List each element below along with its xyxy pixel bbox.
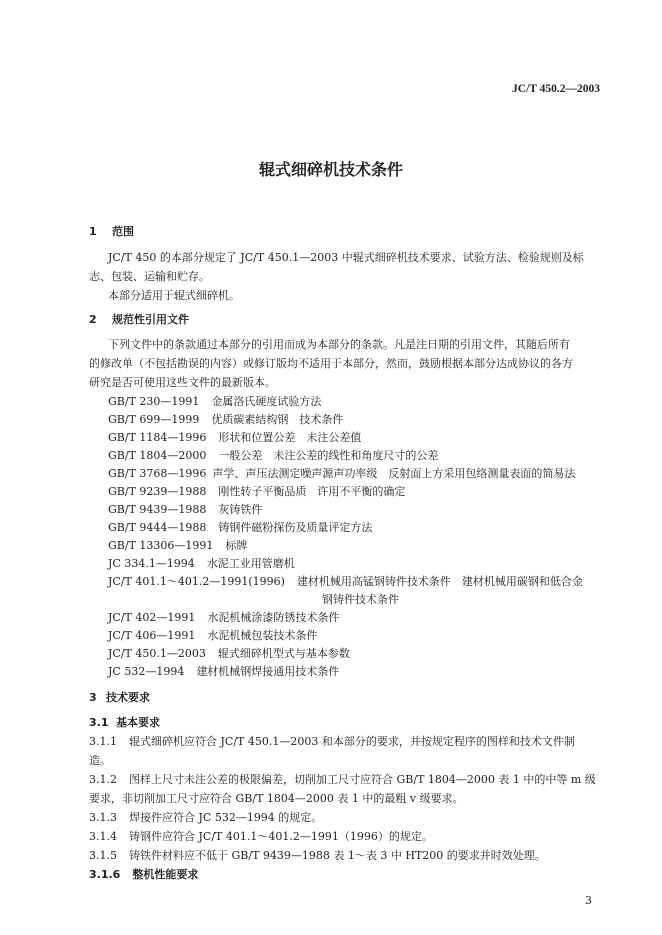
section-1-title: 范围 xyxy=(112,225,134,238)
clause-text: 焊接件应符合 JC 532—1994 的规定。 xyxy=(129,811,323,824)
reference-item xyxy=(108,539,247,553)
reference-name-continued: 钢铸件技术条件 xyxy=(322,593,399,606)
section-2-para-1c: 研究是否可使用这些文件的最新版本。 xyxy=(89,376,276,389)
reference-name: 辊式细碎机型式与基本参数 xyxy=(217,647,350,660)
clause-text: 整机性能要求 xyxy=(132,868,199,881)
clause-3-1-3 xyxy=(89,811,322,825)
clause-number: 3.1.4 xyxy=(89,830,117,843)
section-2-title: 规范性引用文件 xyxy=(112,313,189,326)
section-3-title: 技术要求 xyxy=(106,691,150,704)
reference-name: 标牌 xyxy=(225,539,248,552)
reference-code: JC/T 402—1991 xyxy=(108,611,196,624)
reference-name: 金属洛氏硬度试验方法 xyxy=(211,395,322,408)
section-1-number: 1 xyxy=(89,225,97,238)
reference-code: JC/T 406—1991 xyxy=(108,629,196,642)
reference-item xyxy=(108,521,372,535)
clause-text: 铸钢件应符合 JC/T 401.1～401.2—1991（1996）的规定。 xyxy=(129,830,433,843)
reference-name: 灰铸铁件 xyxy=(218,503,263,516)
reference-code: GB/T 1804—2000 xyxy=(108,449,207,462)
clause-number: 3.1.3 xyxy=(89,811,117,824)
clause-3-1-1 xyxy=(89,735,575,749)
reference-code: JC/T 450.1—2003 xyxy=(108,647,206,660)
section-2-para-1a: 下列文件中的条款通过本部分的引用而成为本部分的条款。凡是注日期的引用文件，其随后所有 xyxy=(108,338,570,351)
reference-item xyxy=(108,449,438,463)
subsection-3-1-title: 基本要求 xyxy=(116,716,160,729)
section-1-para-1a: JC/T 450 的本部分规定了 JC/T 450.1—2003 中辊式细碎机技术要求、试验方法、检验规则及标 xyxy=(108,251,584,264)
reference-item xyxy=(108,665,339,679)
clause-3-1-1-continued: 造。 xyxy=(89,754,111,767)
clause-number: 3.1.2 xyxy=(89,773,117,786)
reference-code: GB/T 699—1999 xyxy=(108,413,200,426)
reference-item xyxy=(108,431,361,445)
section-2-number: 2 xyxy=(89,313,97,326)
subsection-3-1-number: 3.1 xyxy=(89,716,109,729)
reference-code: GB/T 230—1991 xyxy=(108,395,200,408)
reference-item xyxy=(108,575,583,589)
clause-number: 3.1.6 xyxy=(89,868,121,881)
reference-item xyxy=(108,611,339,625)
reference-name: 建材机械钢焊接通用技术条件 xyxy=(196,665,340,678)
clause-3-1-5 xyxy=(89,849,546,863)
reference-item xyxy=(108,467,575,481)
clause-3-1-2-continued: 要求，非切削加工尺寸应符合 GB/T 1804—2000 表 1 中的最粗 v 级要求。 xyxy=(89,792,464,805)
reference-code: JC 532—1994 xyxy=(108,665,185,678)
reference-code: JC/T 401.1～401.2—1991(1996) xyxy=(108,575,285,588)
reference-item xyxy=(108,395,321,409)
reference-code: GB/T 1184—1996 xyxy=(108,431,207,444)
reference-name: 优质碳素结构钢 技术条件 xyxy=(211,413,344,426)
page-number: 3 xyxy=(585,894,592,907)
reference-code: GB/T 9239—1988 xyxy=(108,485,207,498)
reference-item xyxy=(108,647,350,661)
section-1-para-2: 本部分适用于辊式细碎机。 xyxy=(108,289,240,302)
reference-item xyxy=(108,503,262,517)
reference-code: GB/T 13306—1991 xyxy=(108,539,214,552)
reference-item xyxy=(108,485,405,499)
clause-text: 辊式细碎机应符合 JC/T 450.1—2003 和本部分的要求，并按规定程序的图样和技术文件制 xyxy=(129,735,575,748)
reference-code: JC 334.1—1994 xyxy=(108,557,195,570)
section-3-number: 3 xyxy=(89,691,97,704)
reference-item xyxy=(108,629,317,643)
section-1-para-1b: 志、包装、运输和贮存。 xyxy=(89,270,210,283)
clause-3-1-6 xyxy=(89,868,198,882)
reference-item xyxy=(108,413,343,427)
reference-name: 建材机械用高锰钢铸件技术条件 建材机械用碳钢和低合金 xyxy=(296,575,583,588)
reference-name: 水泥机械包装技术条件 xyxy=(207,629,318,642)
clause-3-1-2 xyxy=(89,773,596,787)
section-2-para-1b: 的修改单（不包括勘误的内容）或修订版均不适用于本部分，然而，鼓励根据本部分达成协议的各方 xyxy=(89,357,573,370)
clause-text: 铸铁件材料应不低于 GB/T 9439—1988 表 1～表 3 中 HT200 的要求并时效处理。 xyxy=(129,849,546,862)
clause-text: 图样上尺寸未注公差的极限偏差，切削加工尺寸应符合 GB/T 1804—2000 表 1 中的中等 m 级 xyxy=(129,773,596,786)
reference-name: 刚性转子平衡品质 许用不平衡的确定 xyxy=(218,485,406,498)
clause-number: 3.1.5 xyxy=(89,849,117,862)
reference-name: 水泥工业用管磨机 xyxy=(206,557,295,570)
document-title: 辊式细碎机技术条件 xyxy=(258,160,403,179)
reference-name: 形状和位置公差 未注公差值 xyxy=(218,431,362,444)
reference-name: 一般公差 未注公差的线性和角度尺寸的公差 xyxy=(218,449,439,462)
clause-number: 3.1.1 xyxy=(89,735,117,748)
reference-name: 铸钢件磁粉探伤及质量评定方法 xyxy=(218,521,373,534)
reference-code: GB/T 3768—1996 xyxy=(108,467,207,480)
reference-code: GB/T 9439—1988 xyxy=(108,503,207,516)
reference-name: 声学、声压法测定噪声源声功率级 反射面上方采用包络测量表面的简易法 xyxy=(212,467,576,480)
standard-code: JC/T 450.2—2003 xyxy=(512,83,600,95)
reference-item xyxy=(108,557,295,571)
reference-name: 水泥机械涂漆防锈技术条件 xyxy=(207,611,340,624)
clause-3-1-4 xyxy=(89,830,433,844)
reference-code: GB/T 9444—1988 xyxy=(108,521,207,534)
